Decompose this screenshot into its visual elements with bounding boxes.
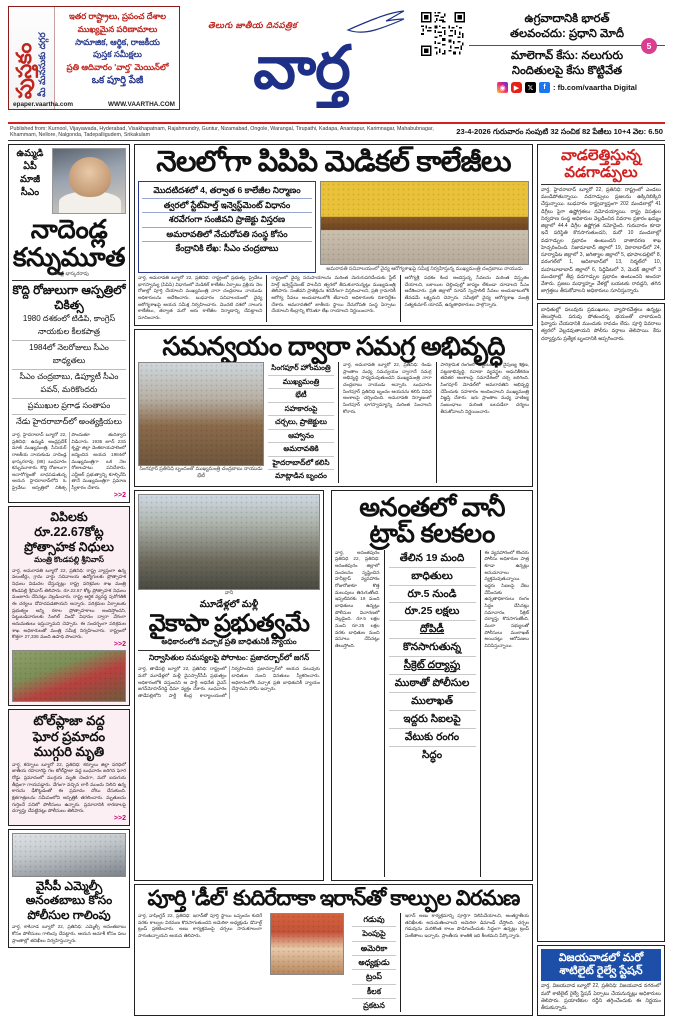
instagram-icon[interactable]: ◉ [497,82,508,93]
nadendla-portrait-photo [52,148,126,214]
satellite-headline-line1: విజయవాడలో మరో [558,952,644,965]
iran-bullet-2: పెంపుపై [352,927,396,941]
promo-advert-box[interactable] [8,6,180,110]
funds-headline-line2[interactable]: రూ.22.67కోట్ల [34,524,104,539]
honeytrap-bullets [384,550,476,878]
brief-1-line-1[interactable]: ఉగ్రవాదానికి భారత్ [524,13,610,25]
qr-code-icon[interactable] [421,12,465,56]
published-from-list: Published from: Kurnool, Vijayawada, Hyderabad, Visakhapatnam, Rajahmundry, Guntur, Nizamabad, Ongole, Warangal, Tirupathi, Kadapa, Anantapur, Karimnagar, Mahabubnagar, Khammam, Nellore, Nalgonda, Tadepalligudem, Srikakulam [10,126,434,139]
masthead-title: వార్త [253,33,350,101]
accident-scene-photo [12,650,126,702]
search-headline-line3[interactable]: పోలీసుల గాలింపు [27,907,111,922]
obituary-body-text: వార్త, హైదరాబాద్ బ్యూరో 22, ప్రతినిధి: ఉమ్మడి ఆంధ్రప్రదేశ్ మాజీ ముఖ్యమంత్రి, సీనియర్ రాజకీయ నాయకుడు నాదెండ్ల భాస్కరరావు (88) బుధవారం కన్నుమూశారు. కొద్ది రోజులుగా అనారోగ్యంతో బాధపడుతున్న ఆయన హైదరాబాద్‌లోని ఓ ప్రైవేటు ఆస్పత్రిలో చికిత్స పొందుతూ తుదిశ్వాస విడిచారు. 1935 జూన్ 23న కృష్ణా జిల్లా వెంకటాయపాలెంలో జన్మించిన ఆయన 1984లో ముఖ్యమంత్రిగా ఒక నెల రోజులపాటు పనిచేశారు. ఎన్టీఆర్ ప్రభుత్వాన్ని కూల్చివేసి తానే ముఖ్యమంత్రిగా ప్రమాణ స్వీకారం చేశారు. [12,431,126,491]
coord-bullet-9: మాట్లాడిన బృందం [275,471,327,481]
brief-1-line-2[interactable]: తలవంచదు: ప్రధాని మోదీ [510,28,624,41]
trap-bullet-6: కొనసాగుతున్న [389,639,476,657]
coordination-headline[interactable]: సమన్వయం ద్వారా సమగ్ర అభివృద్ధి [162,330,505,361]
center-column [134,144,533,1016]
trap-bullet-2: బాధితులు [389,568,476,586]
epaper-url[interactable]: epaper.vaartha.com [13,101,74,108]
promo-line-4: పుస్తక సమీక్షలు [93,49,142,60]
story-nadendla-obituary[interactable] [8,144,130,502]
honeytrap-body-col-1: వార్త, అనంతపురం ప్రతినిధి 22, ప్రతినిధి: అనంతపురం జిల్లాలో సంచలనం సృష్టించిన హనీట్రాప్ వ్యవహారం రోజురోజుకూ కొత్త మలుపులు తిరుగుతోంది. ఇప్పటివరకు 19 మంది బాధితులు ఉన్నట్లు పోలీసుల విచారణలో వెల్లడైంది. రూ.5 లక్షల నుంచి రూ.25 లక్షల వరకు బాధితుల నుంచి వసూలు చేసినట్లు తెలుస్తోంది. [335,549,380,648]
x-icon[interactable]: 𝕏 [525,82,536,93]
main-deck-list [138,181,316,273]
ysrcp-kicker: మూడేళ్లలో మళ్లీ [199,598,259,610]
promo-footer [9,101,179,108]
page-ref-badge[interactable]: 5 [641,38,657,54]
iran-body-col-1: వార్త, వాషింగ్టన్ 22, ప్రతినిధి: ఇరాన్‌తో పూర్తి స్థాయి ఒప్పందం కుదిరే వరకు కాల్పుల విరమణ కొనసాగుతుందని అమెరికా అధ్యక్షుడు డొనాల్డ్ ట్రంప్ ప్రకటించారు. అణు కార్యక్రమంపై చర్చలు సానుకూలంగా సాగుతున్నాయని ఆయన తెలిపారు. [138,912,262,938]
toll-headline-line2[interactable]: ఘోర ప్రమాదం [32,728,106,744]
obit-bullet-1: 1980 దశకంలో టిడిపి, కాంగ్రెస్ నాయకుల కీలకపాత్ర [12,312,126,341]
trap-bullet-4: రూ.25 లక్షలు [389,603,476,621]
obituary-headline-line2[interactable]: కన్నుమూత [12,241,126,272]
story-singapore-coordination[interactable] [134,329,533,487]
trap-bullet-12: సిద్ధం [421,748,443,761]
deck-item-2: త్వరలో స్టేట్‌హెల్త్ ఇన్వెస్ట్‌మెంట్ విధానం [142,199,312,214]
jagan-darbar-photo [138,494,320,590]
satellite-body-text: వార్త, విజయవాడ బ్యూరో 22, ప్రతినిధి: విజయవాడ నగరంలో మరో శాటిలైట్ రైల్వే స్టేషన్ ఏర్పాటు చేయనున్నట్లు అధికారులు తెలిపారు. ప్రయాణికుల రద్దీని తగ్గించేందుకు ఈ నిర్ణయం తీసుకున్నారు. [541,983,661,1012]
funds-body-text: వార్త, అమరావతి బ్యూరో 22, ప్రతినిధి: రాష్ట్ర వ్యాప్తంగా ఉన్న వలంటీర్లు, గ్రామ వార్డు సచివాలయ ఉద్యోగులకు ప్రోత్సాహక నిధులు విడుదల చేస్తున్నట్లు రాష్ట్ర పరిశ్రమల శాఖ మంత్రి కొండపల్లి శ్రీనివాస్ తెలిపారు. రూ.22.67 కోట్ల ప్రోత్సాహక నిధులు మంజూరు చేసినట్లు వెల్లడించారు. రాష్ట్ర ఆర్థిక వ్యవస్థ పురోగతికి ఈ చర్యలు దోహదపడతాయని అన్నారు. పరిశ్రమల ఏర్పాటుకు ప్రభుత్వం అన్ని రకాల ప్రోత్సాహకాలు అందిస్తోందని, పెట్టుబడిదారులకు సింగిల్ విండో విధానం ద్వారా వేగంగా అనుమతులు ఇస్తున్నామని చెప్పారు. ఈ సందర్భంగా పరిశ్రమల శాఖ అధికారులతో మంత్రి సమీక్ష నిర్వహించారు. రాష్ట్రంలో కొత్తగా 27,336 మంది ఉపాధి పొందారు. [12,567,126,640]
bird-logo-icon [346,8,406,36]
heatwave-headline-line1[interactable]: వాడలెత్తిస్తున్న [561,147,641,165]
deck-item-5: కేంద్రానికి లేఖ: సీఎం చంద్రబాబు [175,243,279,254]
social-handle[interactable]: : fb.com/vaartha Digital [553,83,637,93]
deck-item-1: మొదటిదశలో 4, తర్వాత 6 కాలేజీల నిర్మాణం [142,184,312,199]
promo-line-2: ముఖ్యమైన పరిణామాలు [77,23,158,34]
coord-bullet-3: భేటీ [268,389,334,403]
iran-bullet-6: కీలక [352,985,396,999]
story-incentive-funds[interactable] [8,506,130,706]
nadendla-photo-caption: నాదెండ్ల భాస్కరరావు [49,271,89,278]
funds-continue-link[interactable]: >>2 [113,641,126,649]
promo-text-area [55,7,179,109]
iran-bullet-7: ప్రకటన [363,1001,385,1011]
story-iran-ceasefire[interactable] [134,884,533,1016]
trap-bullet-3: రూ.5 నుండి [389,586,476,604]
search-headline-line2[interactable]: అనంతబాబు కోసం [25,893,113,908]
story-heatwave[interactable] [537,144,665,299]
trap-bullet-11: వేటుకు రంగం [389,729,476,747]
coordination-body-col-1: వార్త, అమరావతి బ్యూరో 22, ప్రతినిధి: రెండు ప్రాంతాల మధ్య సమన్వయం ద్వారానే సమగ్ర అభివృద్ధి సాధ్యమవుతుందని ముఖ్యమంత్రి నారా చంద్రబాబు నాయుడు అన్నారు. బుధవారం సింగపూర్ ప్రతినిధి బృందం ఆయనను కలిసి వివిధ అంశాలపై చర్చించింది. అమరావతి నిర్మాణంలో సింగపూర్ భాగస్వామ్యాన్ని మరింత పెంచాలని కోరారు. [338,362,432,483]
obit-rule [12,280,126,281]
promo-vertical-strip [9,7,55,109]
obituary-bullets [12,312,126,430]
honeytrap-body-col-3: బాధితుల్లో పలువురు ప్రముఖులు, వ్యాపారవేత్తలు ఉన్నట్లు తెలుస్తోంది. పరువు పోతుందన్న భయంతో చాలామంది ఫిర్యాదు చేయడానికి ముందుకు రావడం లేదు. పూర్తి వివరాలు త్వరలో వెల్లడవుతాయని పోలీసు వర్గాలు తెలిపాయి. కేసు దర్యాప్తును ప్రత్యేక బృందానికి అప్పగించారు. [541,306,661,342]
ysrcp-headline[interactable]: వైకాపా ప్రభుత్వమే [148,609,310,637]
brief-divider [469,41,665,52]
obit-bullet-2: 1984లో నెలరోజులు సీఎం బాధ్యతలు [12,341,126,370]
trap-bullet-1: తేలిన 19 మంది [389,550,476,568]
funds-headline-line1[interactable]: విపిలకు [50,509,88,524]
masthead [0,0,673,122]
search-body-text: వార్త, కాకినాడ బ్యూరో 22, ప్రతినిధి: ఎమ్మెల్సీ అనంతబాబు కోసం పోలీసులు గాలింపు చేపట్టారు. ఆయన ఆచూకీ కోసం పలు ప్రాంతాల్లో తనిఖీలు నిర్వహిస్తున్నారు. [12,924,126,943]
cm-review-meeting-photo [320,181,529,265]
left-column [8,144,130,1016]
honeytrap-headline[interactable]: అనంతలో వానీ ట్రాప్ కలకలం [359,491,505,549]
police-search-photo [12,833,126,877]
satellite-headline-bar[interactable] [541,949,661,981]
obit-bullet-4: ప్రముఖుల ప్రగాఢ సంతాపం [12,399,126,415]
coord-bullet-6: ఆహ్వానం [268,430,334,444]
obituary-headline-line1[interactable]: నాదెండ్ల [30,214,108,245]
promo-schedule: ప్రతి ఆదివారం 'వార్త' మెయిన్‌లో [66,62,169,72]
youtube-icon[interactable]: ▶ [511,82,522,93]
heatwave-body-text: వార్త, హైదరాబాద్ బ్యూరో 22, ప్రతినిధి: రాష్ట్రంలో ఎండలు మండిపోతున్నాయి. వడగాడ్పులు ప్రజలను ఉక్కిరిబిక్కిరి చేస్తున్నాయి. బుధవారం రాష్ట్రవ్యాప్తంగా 202 మండలాల్లో 41 డిగ్రీలు పైగా ఉష్ణోగ్రతలు నమోదయ్యాయి. రాష్ట్ర విపత్తుల నిర్వహణ సంస్థ అధికారుల వెల్లడించిన వివరాల ప్రకారం ఖమ్మం జిల్లాలో 44.4 డిగ్రీల ఉష్ణోగ్రత నమోదైంది. గురువారం కూడా ఇదే పరిస్థితి కొనసాగుతుందని, మరో 10 మండలాల్లో వడగాడ్పుల ప్రభావం ఉంటుందని వాతావరణ శాఖ హెచ్చరించింది. నిజామాబాద్ జిల్లాలో 19, వికారాబాద్‌లో 24, సూర్యాపేట జిల్లాలో 3, జగిత్యాల జిల్లాలో 5, భూపాలపల్లిలో 8, వరంగల్‌లో 1, ఆదిలాబాద్‌లో 13, నిర్మల్‌లో 10, మహబూబాబాద్ జిల్లాలో 6, సిద్దిపేటలో 3, మెదక్ జిల్లాలో 3 మండలాల్లో తీవ్ర వడగాడ్పుల ప్రభావం ఉంటుందని అంచనా వేశారు. ప్రజలు మధ్యాహ్నం వేళల్లో బయటకు రావద్దని, తగిన జాగ్రత్తలు తీసుకోవాలని అధికారులు సూచిస్తున్నారు. [541,186,661,295]
deck-item-4: అమరావతిలో నేచురోపతి సంస్థ కోసం [142,228,312,243]
publication-info-bar [0,124,673,140]
promo-vertical-title: పుస్తకం [13,43,36,99]
ppp-body-col-2: రాష్ట్రంలో వైద్య సదుపాయాలను మరింత మెరుగుపరిచేందుకు స్టేట్ హెల్త్ ఇన్వెస్ట్‌మెంట్ పాలసీని త్వరలో తీసుకురానున్నట్లు ముఖ్యమంత్రి తెలిపారు. సంజీవని ప్రాజెక్టును శరవేగంగా విస్తరించాలని, ప్రతి గ్రామానికీ ఆరోగ్య సేవలు అందుబాటులోకి తేవాలని అధికారులకు దిశానిర్దేశం చేశారు. అమరావతిలో జాతీయ స్థాయి నేచురోపతి సంస్థ ఏర్పాటు చేయాలని కేంద్రాన్ని కోరుతూ లేఖ రాయాలని నిర్ణయించారు. [266,275,395,322]
header-right-briefs [469,6,665,122]
brief-2-line-1[interactable]: మాలెగావ్ కేసు: నలుగురు [510,50,624,63]
story-ysrcp-government[interactable] [134,490,324,882]
ppp-body-col-3: ఆరోగ్యశ్రీ పథకం కింద అందిస్తున్న సేవలను మరింత విస్తృతం చేయాలని, బకాయిల చెల్లింపుల్లో జాప్యం లేకుండా చూడాలని సీఎం ఆదేశించారు. ప్రతి జిల్లాలో సూపర్ స్పెషాలిటీ సేవలు అందుబాటులోకి తేవడమే లక్ష్యమని చెప్పారు. సమీక్షలో వైద్య ఆరోగ్యశాఖ మంత్రి సత్యకుమార్ యాదవ్, ఉన్నతాధికారులు పాల్గొన్నారు. [400,275,529,322]
coord-bullet-5: చర్చలు, ప్రాజెక్టులు [268,416,334,430]
promo-line-3: సామాజిక, ఆర్థిక, రాజకీయ [75,36,160,47]
obituary-continue-link[interactable]: >>2 [113,491,126,499]
logo-zone [180,6,417,122]
meeting-photo-caption: అమరావతి సచివాలయంలో వైద్య ఆరోగ్యశాఖపై సమీక్ష నిర్వహిస్తున్న ముఖ్యమంత్రి చంద్రబాబు నాయుడు [326,265,523,272]
heatwave-headline-line2[interactable]: వడగాడ్పులు [564,164,638,182]
right-column [537,144,665,1016]
search-headline-line1[interactable]: వైసీపీ ఎమ్మెల్సీ [35,879,103,894]
ysrcp-subhead-2: నిర్వాసితుల సమస్యలపై పోరాటం: ప్రజాదర్బార్‌లో జగన్ [148,653,310,663]
trap-bullet-10: ఇద్దరు సిఐలపై [389,711,476,729]
coord-bullet-8: హైదరాబాద్‌లో కలిసి [268,457,334,471]
deck-item-3: శరవేగంగా సంజీవని ప్రాజెక్టు విస్తరణ [142,213,312,228]
coordination-bullets [268,362,334,483]
story-anantapur-honeytrap[interactable] [331,490,533,882]
facebook-icon[interactable]: f [539,82,550,93]
info-divider-rule [8,140,665,141]
social-links-row[interactable] [469,82,665,93]
toll-continue-link[interactable]: >>2 [113,815,126,823]
singapore-delegation-photo [138,362,264,466]
ysrcp-subhead-1: అధికారంలోకి వచ్చాక ప్రతి బాధితునికీ న్యాయం [161,637,297,647]
promo-line-1: ఇతర రాష్ట్రాలు, ప్రపంచ దేశాల [68,11,167,21]
obituary-subhead: కొద్ది రోజులుగా ఆస్పత్రిలో చికిత్స [12,283,126,312]
story-satellite-station[interactable] [537,945,665,1016]
iran-headline[interactable]: పూర్తి 'డీల్' కుదిరేదాకా ఇరాన్‌తో కాల్పుల విరమణ [147,887,520,911]
iran-bullet-3: అమెరికా [352,942,396,956]
trap-bullet-7: సీక్రెట్ దర్యాప్తు [389,657,476,675]
qr-zone[interactable] [417,6,469,122]
ysrcp-body-text: వార్త, తాడేపల్లి బ్యూరో 22, ప్రతినిధి: రాష్ట్రంలో మరో మూడేళ్లలో మళ్లీ వైఎస్సార్‌సీపీ ప్రభుత్వం అధికారంలోకి వస్తుందని ఆ పార్టీ అధినేత వైఎస్ జగన్‌మోహన్‌రెడ్డి ధీమా వ్యక్తం చేశారు. బుధవారం తాడేపల్లిలోని పార్టీ కేంద్ర కార్యాలయంలో నిర్వహించిన ప్రజాదర్బార్‌లో ఆయన పలువురు బాధితుల నుంచి వినతులు స్వీకరించారు. అధికారంలోకి వచ్చాక ప్రతి బాధితునికీ న్యాయం చేస్తామని హామీ ఇచ్చారు. [138,666,320,698]
trap-bullet-8: ముఠాతో పోలీసుల [389,675,476,693]
trump-portrait-photo [270,913,344,975]
story-toll-plaza-accident[interactable] [8,709,130,826]
trap-bullet-5: దోపిడీ [389,621,476,639]
promo-vertical-subtitle: మీ మనసుకు దగ్గర [37,32,47,97]
coord-bullet-2: ముఖ్యమంత్రి [268,376,334,390]
issue-date-line: 23-4-2026 గురువారం సంపుటి 32 సంచిక 82 పేజీలు 10+4 వెల: 6.50 [456,126,663,136]
iran-sidebar-bullets [348,913,396,1013]
funds-attribution: మంత్రి కొండపల్లి శ్రీనివాస్ [34,554,104,564]
coord-bullet-4: సహకారంపై [268,403,334,417]
story-ppp-medical-colleges[interactable] [134,144,533,325]
coord-bullet-1: సింగపూర్ హోంమంత్రి [268,362,334,376]
iran-body-col-2: ఇరాన్ అణు కార్యక్రమాన్ని పూర్తిగా నిలిపివేయాలని, అంతర్జాతీయ తనిఖీలకు అనుమతించాలని అమెరికా డిమాండ్ చేస్తోంది. చర్చల గడువును మరికొంత కాలం పొడిగించేందుకు సిద్ధంగా ఉన్నట్లు ట్రంప్ సంకేతాలు ఇచ్చారు. ప్రాంతీయ శాంతికి ఇది కీలకమని పేర్కొన్నారు. [400,913,529,1013]
obit-bullet-5: నేడు హైదరాబాద్‌లో అంత్యక్రియలు [16,416,122,426]
obit-bullet-3: సీఎం చంద్రబాబు, డిప్యూటీ సీఎం పవన్, మరికొందరు [12,370,126,399]
honeytrap-body-col-2: ఈ వ్యవహారంలో కొందరు పోలీసు అధికారుల పాత్ర కూడా ఉన్నట్లు అనుమానాలు వ్యక్తమవుతున్నాయి. ఇద్దరు సిఐలపై వేటు వేసేందుకు ఉన్నతాధికారులు రంగం సిద్ధం చేసినట్లు సమాచారం. సీక్రెట్ దర్యాప్తు కొనసాగుతోంది. ముఠా సభ్యులతో పోలీసులు ములాఖత్ అయినట్లు ఆరోపణలు వినిపిస్తున్నాయి. [480,550,530,878]
coord-bullet-7: అమరావతికి [268,443,334,457]
satellite-headline-line2: శాటిలైట్ రైల్వే స్టేషన్ [559,965,643,978]
jagan-photo-caption: వానీ [224,589,234,596]
ppp-body-col-1: వార్త, అమరావతి బ్యూరో 22, ప్రతినిధి: రాష్ట్రంలో ప్రభుత్వ, ప్రైవేటు భాగస్వామ్య (పిపిపి) విధానంలో మెడికల్ కాలేజీల ఏర్పాటు ప్రక్రియ నెల రోజుల్లో పూర్తి చేయాలని ముఖ్యమంత్రి నారా చంద్రబాబు నాయుడు అధికారులను ఆదేశించారు. బుధవారం సచివాలయంలో వైద్య ఆరోగ్యశాఖపై ఆయన సమీక్ష నిర్వహించారు. మొదటి దశలో నాలుగు కాలేజీలు, తర్వాత మరో ఆరు కాలేజీల నిర్మాణాన్ని చేపట్టాలని సూచించారు. [138,274,263,320]
toll-headline-line3[interactable]: ముగ్గురి మృతి [33,744,105,760]
brief-2-line-2[interactable]: నిందితులపై కేసు కొట్టివేత [511,65,623,78]
trap-bullet-9: ములాఖత్ [389,693,476,711]
toll-body-text: వార్త, కర్నూలు బ్యూరో 22, ప్రతినిధి: కర్నూలు జిల్లా పరిధిలో జాతీయ రహదారిపై గల టోల్‌ప్లాజా వద్ద బుధవారం జరిగిన ఘోర రోడ్డు ప్రమాదంలో ముగ్గురు మృతి చెందగా, మరో ఐదుగురు తీవ్రంగా గాయపడ్డారు. వేగంగా వచ్చిన లారీ ముందు నిలిచి ఉన్న కారును ఢీకొట్టడంతో ఈ ప్రమాదం చోటు చేసుకుంది. క్షతగాత్రులను సమీపంలోని ఆస్పత్రికి తరలించారు. మృతులను గుర్తించే పనిలో పోలీసులు ఉన్నారు. ప్రమాదానికి కారణాలపై దర్యాప్తు చేపట్టినట్లు పోలీసులు తెలిపారు. [12,761,126,814]
funds-headline-line3[interactable]: ప్రోత్సాహక నిధులు [24,539,114,554]
iran-bullet-5: ట్రంప్ [352,970,396,984]
website-url[interactable]: WWW.VAARTHA.COM [108,101,175,108]
promo-highlight: ఒక పూర్తి పేజీ [91,74,144,86]
toll-headline-line1[interactable]: టోల్‌ప్లాజా వద్ద [33,713,105,729]
coordination-body-col-2: పారిశ్రామిక రంగంలో పెట్టుబడులు, నైపుణ్య శిక్షణ, పట్టణాభివృద్ధి, రవాణా వ్యవస్థల ఆధునికీకరణ తదితర అంశాలపై సమావేశంలో చర్చ జరిగింది. సింగపూర్ మోడల్‌లో అమరావతిని అభివృద్ధి చేసేందుకు సహకారం అందించాలని ముఖ్యమంత్రి విజ్ఞప్తి చేశారు. ఇరు ప్రాంతాల మధ్య వాణిజ్య సంబంధాలు మరింత బలపడేలా చర్యలు తీసుకోవాలని నిర్ణయించారు. [436,362,530,483]
iran-bullet-1: గడువు [352,913,396,927]
iran-bullet-4: అధ్యక్షుడు [352,956,396,970]
story-mlc-search[interactable] [8,829,130,948]
obituary-kicker: ఉమ్మడి ఏపీ మాజీ సీఎం [16,148,44,199]
paper-tagline: తెలుగు జాతీయ దినపత్రిక [208,20,297,30]
right-honeytrap-overflow[interactable] [537,303,665,942]
page-grid [0,144,673,1016]
coordination-photo-caption: సింగపూర్ ప్రతినిధి బృందంతో ముఖ్యమంత్రి చంద్రబాబు నాయుడు భేటీ [139,466,263,480]
main-headline[interactable]: నెలలోగా పిపిపి మెడికల్ కాలేజీలు [156,146,511,179]
